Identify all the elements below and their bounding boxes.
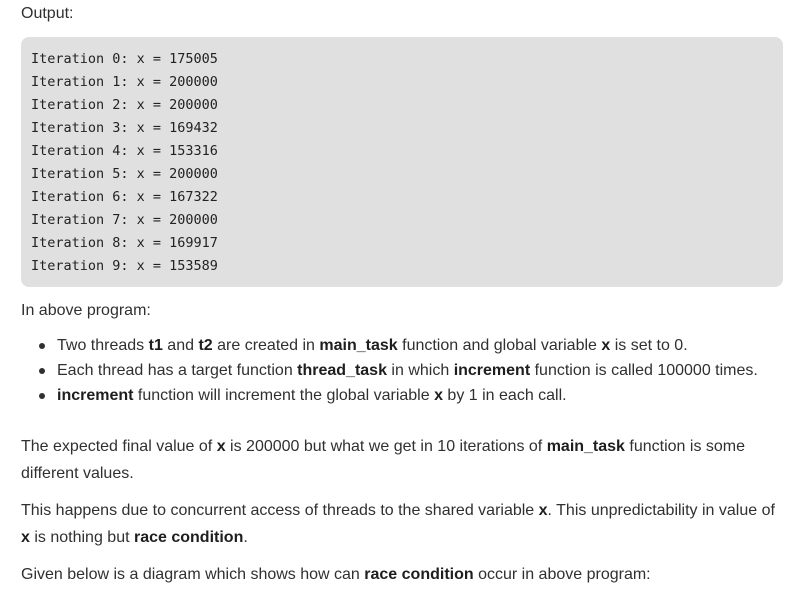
list-item [57,383,783,408]
text: function and global variable [397,337,602,354]
code-line: Iteration 2: x = 200000 [31,97,218,113]
code-line: Iteration 3: x = 169432 [31,120,218,136]
code-line: Iteration 9: x = 153589 [31,258,218,274]
code-term: main_task [546,438,625,455]
code-term: x [538,502,548,519]
text: Given below is a diagram which shows how can [21,566,365,583]
code-term: main_task [319,337,398,354]
text: by 1 in each call. [442,387,567,404]
text: Two threads [57,337,149,354]
text: function will increment the global variable [133,387,435,404]
code-line: Iteration 6: x = 167322 [31,189,218,205]
text: . This unpredictability in value of [547,502,775,519]
expected-value-paragraph [21,433,783,487]
code-term: x [434,387,443,404]
key-term: race condition [364,566,474,583]
bullet-dot-icon [39,368,45,374]
explanation-list [21,333,783,408]
text: function is called 100000 times. [530,362,758,379]
code-term: x [216,438,226,455]
list-item [57,358,783,383]
text: is nothing but [29,529,134,546]
code-term: x [21,529,30,546]
text: occur in above program: [473,566,651,583]
code-line: Iteration 7: x = 200000 [31,212,218,228]
code-line: Iteration 4: x = 153316 [31,143,218,159]
text: function is some different values. [21,438,746,482]
text: . [243,529,248,546]
text: are created in [212,337,320,354]
output-label: Output: [21,5,74,22]
code-output-block [21,37,783,287]
text: in which [386,362,454,379]
code-term: t2 [198,337,213,354]
code-term: x [601,337,611,354]
diagram-intro-paragraph [21,561,783,588]
intro-paragraph: In above program: [21,302,151,319]
text: and [162,337,199,354]
key-term: race condition [133,529,244,546]
text: The expected final value of [21,438,217,455]
bullet-dot-icon [39,393,45,399]
code-term: thread_task [297,362,387,379]
code-line: Iteration 5: x = 200000 [31,166,218,182]
bullet-dot-icon [39,343,45,349]
code-term: increment [57,387,134,404]
text: is 200000 but what we get in 10 iterations of [225,438,547,455]
code-term: increment [453,362,531,379]
code-line: Iteration 0: x = 175005 [31,51,218,67]
code-term: t1 [148,337,163,354]
text: Each thread has a target function [57,362,298,379]
list-item [57,333,783,358]
race-condition-paragraph [21,497,783,551]
code-line: Iteration 8: x = 169917 [31,235,218,251]
text: This happens due to concurrent access of threads to the shared variable [21,502,539,519]
code-line: Iteration 1: x = 200000 [31,74,218,90]
text: is set to 0. [610,337,688,354]
